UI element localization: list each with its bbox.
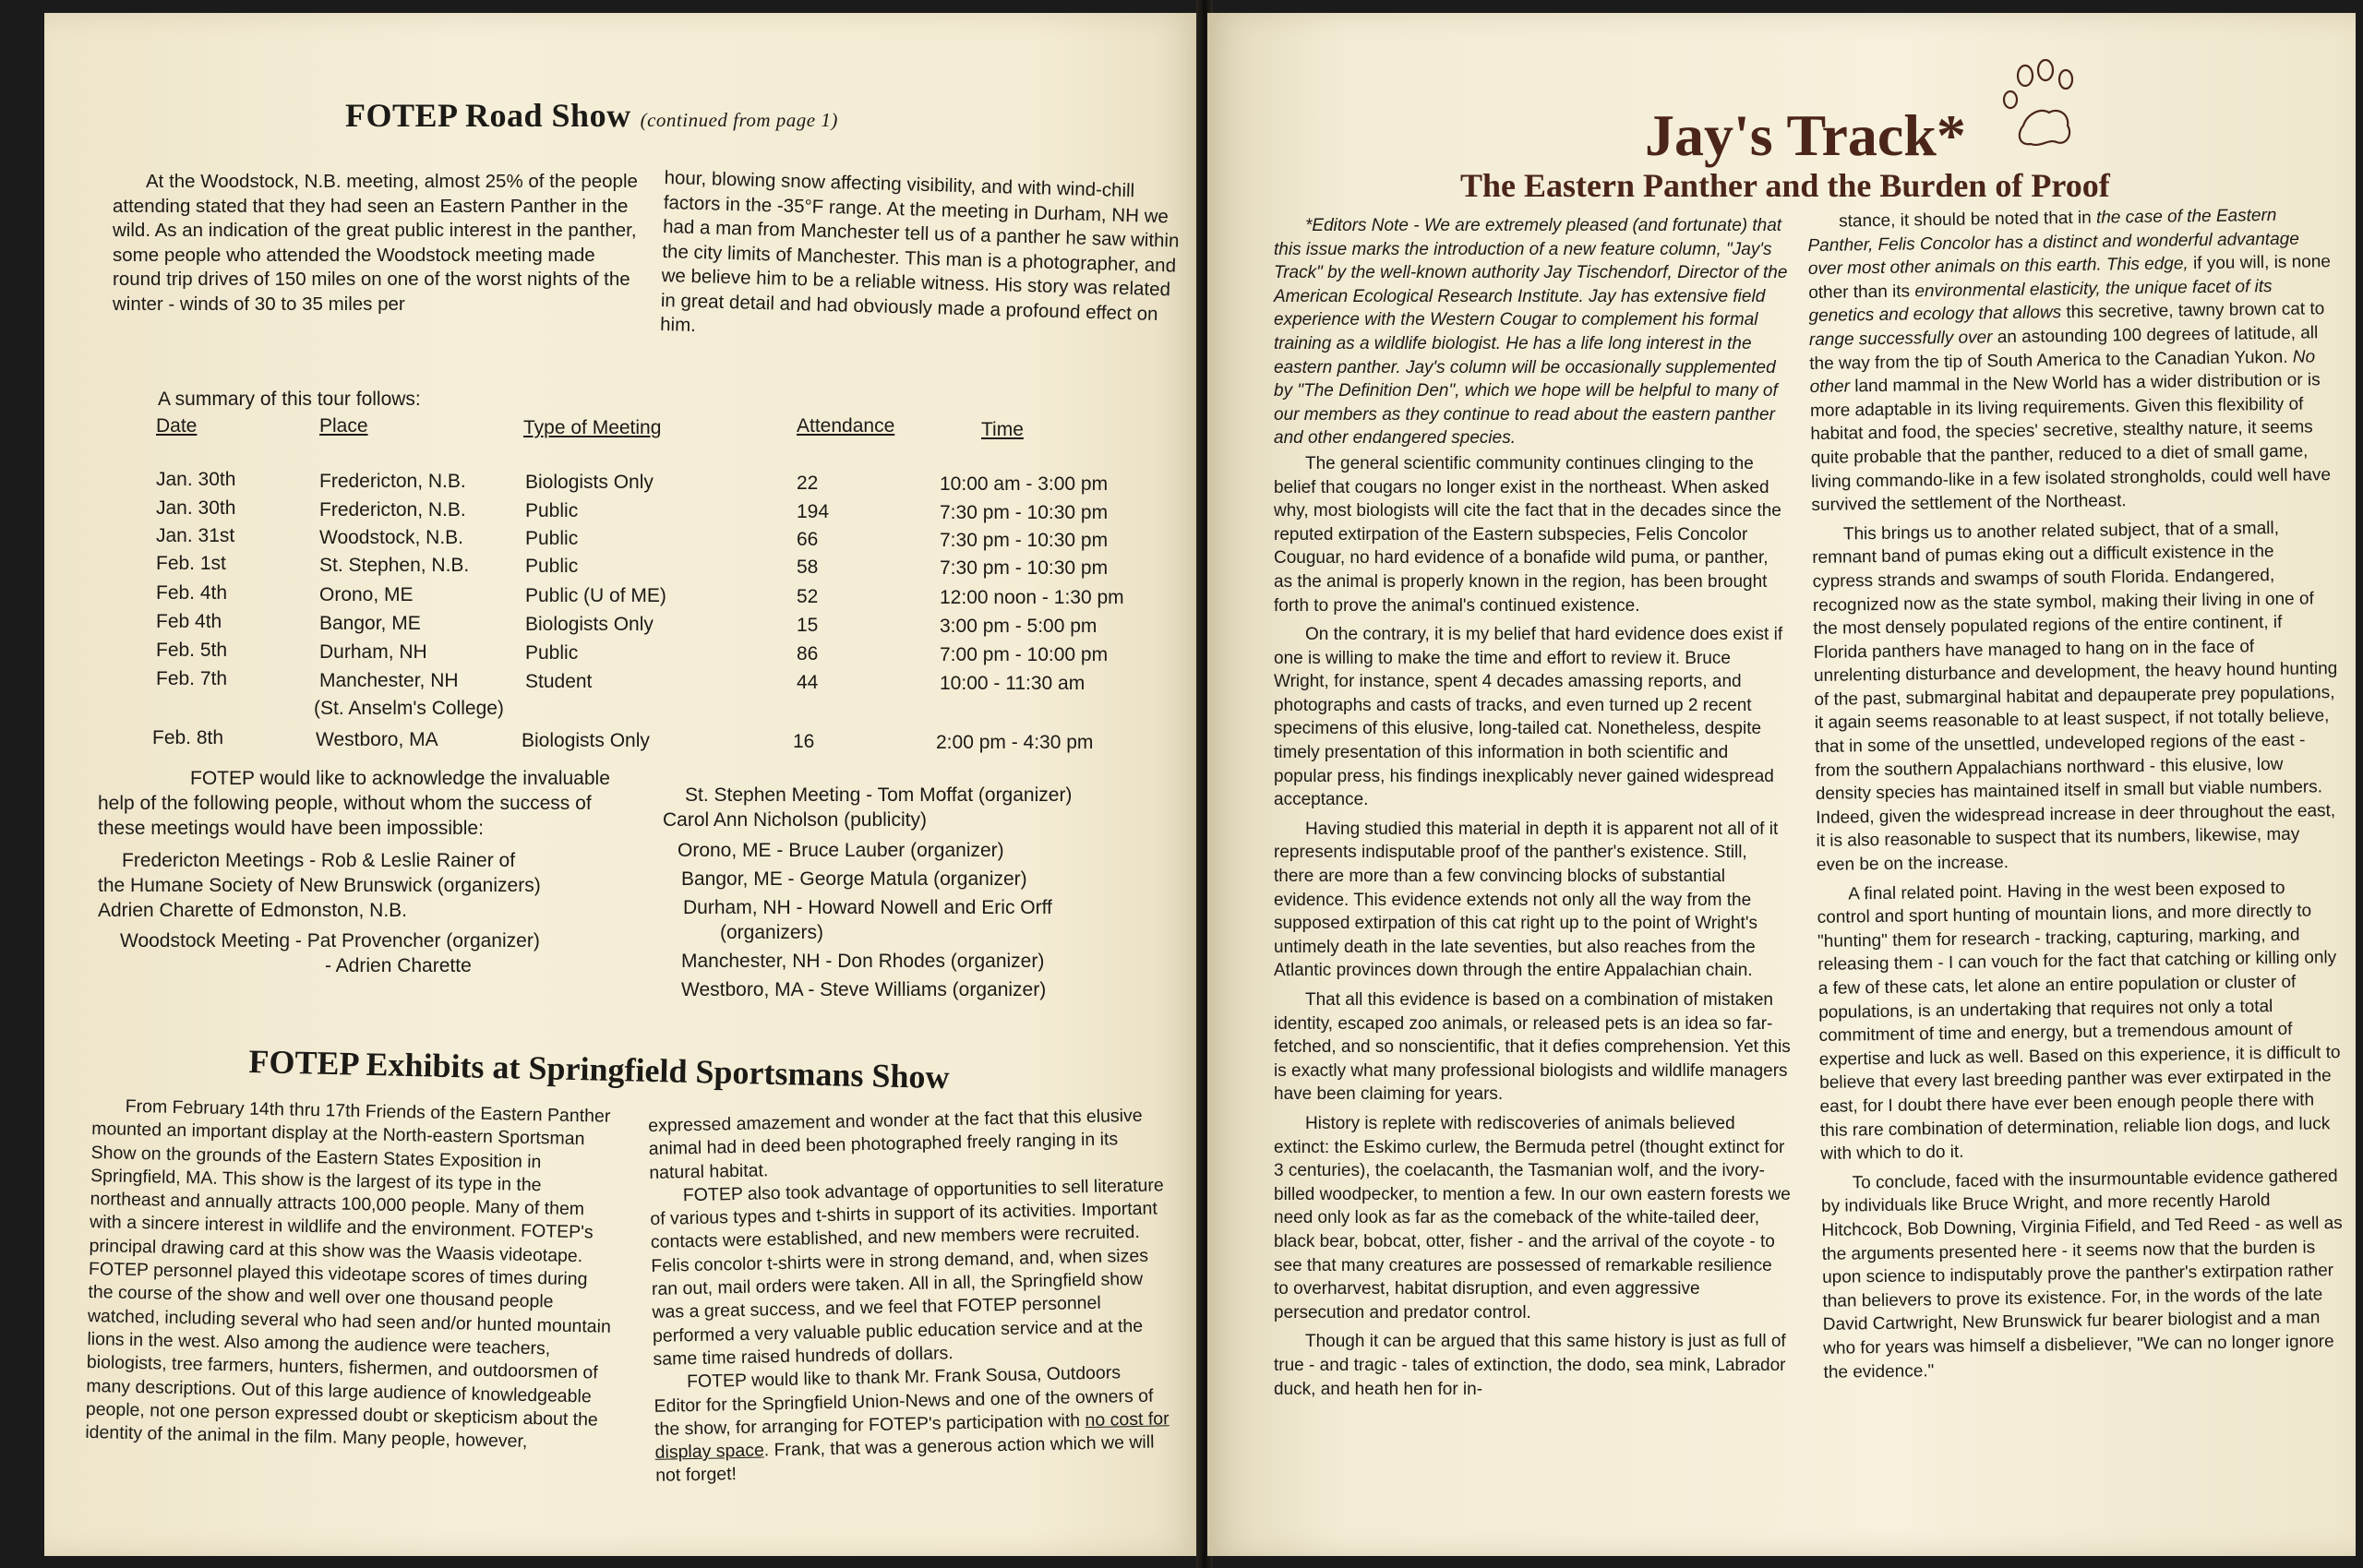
- tour-table-cell: Feb. 5th: [156, 640, 228, 661]
- tour-table-header: [156, 415, 1125, 441]
- ack-right-line: Westboro, MA - Steve Williams (organizer): [681, 979, 1047, 1000]
- jays-track-column-1: [1274, 214, 1791, 1401]
- exhibits-heading: FOTEP Exhibits at Springfield Sportsmans Show: [248, 1042, 950, 1096]
- tour-table-cell: Biologists Only: [525, 614, 654, 635]
- italic-run: range successfully over: [1808, 328, 1993, 350]
- tour-summary-intro: A summary of this tour follows:: [158, 389, 421, 410]
- tour-table-row: [44, 553, 1189, 579]
- italic-run: environmental elasticity, the unique facet of its genetics and ecology that allows: [1808, 276, 2273, 327]
- tour-table-cell: 58: [797, 557, 819, 578]
- ack-right-line: (organizers): [720, 922, 824, 943]
- exhibits-column-1: [85, 1095, 620, 1455]
- tour-table-cell: Manchester, NH: [319, 670, 459, 691]
- right-page: [1207, 13, 2356, 1556]
- tour-table-cell: 15: [797, 615, 819, 636]
- tour-table-cell: 194: [797, 501, 830, 522]
- ack-right-line: Bangor, ME - George Matula (organizer): [681, 868, 1027, 890]
- tour-table-cell: Westboro, MA: [316, 729, 438, 750]
- exhibits-paragraph-2: expressed amazement and wonder at the fact that this elusive animal had in deed been photographed freely ranging in its natural habitat.: [648, 1105, 1143, 1183]
- italic-run: the case of the Eastern Panther, Felis Concolor has a distinct and wonderful advantage over most other animals on this earth. This edge,: [1807, 205, 2299, 280]
- tour-table-cell: St. Stephen, N.B.: [319, 555, 470, 576]
- left-page: [44, 13, 1200, 1556]
- roadshow-paragraph-2: hour, blowing snow affecting visibility, and with wind-chill factors in the -35°F range. At the meeting in Durham, NH we had a man from Manchester tell us of a panther he saw within the city limits of Manchester. This man is a photographer, and we believe him to be a reliable witness. His story was related in great detail and had obviously made a profound effect on him.: [659, 166, 1180, 337]
- tour-table-row: [44, 525, 1189, 551]
- article-paragraph: That all this evidence is based on a combination of mistaken identity, escaped zoo animals, or released pets is an idea so far-fetched, and so nonscientific, that it defies comprehension. Yet this is exactly what many professional biologists and wildlife managers have been claiming for years.: [1274, 990, 1791, 1105]
- ack-left-line: the Humane Society of New Brunswick (organizers): [98, 875, 541, 896]
- tour-table-cell: Public (U of ME): [525, 585, 666, 606]
- article-paragraph: To conclude, faced with the insurmountable evidence gathered by individuals like Bruce Wright, and more recently Harold Hitchcock, Bob Downing, Virginia Fifield, and Ted Reed - as well as the arguments presented here - it seems now that the burden is upon science to indisputably prove the panther's extirpation rather than believers to prove its existence. For, in the words of the late David Cartwright, New Brunswick fur bearer biologist and a man who for years was himself a disbeliever, "We can no longer ignore the evidence.": [1820, 1166, 2343, 1382]
- ack-left-line: Fredericton Meetings - Rob & Leslie Rainer of: [122, 850, 516, 871]
- exhibits-column-2: [648, 1104, 1172, 1488]
- ack-left-line: - Adrien Charette: [325, 955, 472, 976]
- tour-table-cell: 52: [797, 586, 819, 607]
- exhibits-paragraph-4: [654, 1360, 1173, 1488]
- exhibits-paragraph-3: FOTEP also took advantage of opportunities to sell literature of various types and t-shirts in support of its activities. Important contacts were established, and new members were recruited. Felis concolor t-shirts were in strong demand, and, when sizes ran out, mail orders were taken. All in all, the Springfield show was a great success, and we feel that FOTEP personnel performed a very valuable public education service and at the same time raised hundreds of dollars.: [650, 1175, 1164, 1370]
- article-paragraph: [1807, 203, 2336, 518]
- tour-table-cell: Feb. 1st: [156, 553, 226, 574]
- acknowledgement-left: [98, 766, 633, 978]
- article-paragraph: Having studied this material in depth it is apparent not all of it represents indisputable proof of the panther's existence. Still, there are more than a few convincing blocks of substantial evidence. This evidence extends not only all the way from the supposed extirpation of this cat right up to the point of Wright's untimely death in the late seventies, but also reaches from the Atlantic provinces down through the entire Appalachian chain.: [1274, 819, 1779, 981]
- tour-table-cell: Public: [525, 528, 579, 549]
- roadshow-column-2: [660, 166, 1182, 352]
- text-run: an astounding 100 degrees of latitude, all the way from the tip of South America to the Canadian Yukon.: [1809, 323, 2319, 374]
- editors-note: *Editors Note - We are extremely pleased (and fortunate) that this issue marks the introduction of a new feature column, "Jay's Track" by the well-known authority Jay Tischendorf, Director of the American Ecological Research Institute. Jay has extensive field experience with the Western Cougar to complement his formal training as a wildlife biologist. He has a life long interest in the eastern panther. Jay's column will be occasionally supplemented by "The Definition Den", which we hope will be helpful to many of our members as they continue to read about the eastern panther and other endangered species.: [1274, 216, 1788, 449]
- ack-right-line: Orono, ME - Bruce Lauber (organizer): [678, 840, 1004, 861]
- acknowledgement-right: [654, 783, 1170, 1002]
- tour-table-cell: 7:30 pm - 10:30 pm: [940, 530, 1109, 551]
- roadshow-column-1: [113, 170, 648, 317]
- header-date: Date: [156, 415, 198, 437]
- tour-table-cell: (St. Anselm's College): [314, 698, 504, 719]
- tour-table-cell: Feb. 7th: [156, 668, 228, 689]
- tour-table-cell: Jan. 30th: [156, 497, 236, 519]
- tour-table-cell: 16: [793, 731, 815, 752]
- ack-right-line: St. Stephen Meeting - Tom Moffat (organizer): [685, 784, 1073, 806]
- ack-intro: FOTEP would like to acknowledge the invaluable help of the following people, without whom the success of these meetings would have been impossible:: [98, 768, 610, 839]
- tour-table-cell: 2:00 pm - 4:30 pm: [936, 732, 1094, 753]
- tour-table-cell: Public: [525, 642, 579, 664]
- article-paragraph: A final related point. Having in the west been exposed to control and sport hunting of mountain lions, and more directly to "hunting" them for research - tracking, capturing, marking, and releasing them - I can vouch for the fact that catching or killing only a few of these cats, let alone an entire population or cluster of populations, is an undertaking that requires not only a total commitment of time and energy, but a tremendous amount of expertise and luck as well. Based on this experience, it is difficult to believe that every last breeding panther was ever extirpated in the east, for I doubt there have ever been enough people there with this rare combination of determination, reliable lion dogs, and luck with which to do it.: [1817, 878, 2341, 1165]
- tour-table-cell: Biologists Only: [522, 730, 650, 751]
- tour-table-cell: 12:00 noon - 1:30 pm: [940, 587, 1124, 608]
- article-paragraph: On the contrary, it is my belief that hard evidence does exist if one is willing to make the time and effort to review it. Bruce Wright, for instance, spent 4 decades amassing reports, and photographs and casts of tracks, and even turned up 2 recent specimens of this elusive, long-tailed cat. Nonetheless, despite timely presentation of this information in both scientific and popular press, his findings inexplicably never gained widespread acceptance.: [1274, 625, 1783, 810]
- tour-table-cell: 7:30 pm - 10:30 pm: [940, 502, 1109, 523]
- jays-track-column-2: [1807, 203, 2348, 1384]
- tour-table-cell: Biologists Only: [525, 472, 654, 493]
- text-run: land mammal in the New World has a wider distribution or is more adaptable in its living requirements. Given this flexibility of habitat and food, the species' secretive, stealthy nature, it seems quite probable that the panther, reduced to a diet of small game, living commando-like in a few isolated strongholds, could well have survived the settlement of the Northeast.: [1809, 370, 2332, 516]
- article-paragraph: History is replete with rediscoveries of animals believed extinct: the Eskimo curlew, the Bermuda petrel (thought extinct for 3 centuries), the coelacanth, the Tasmanian wolf, and the ivory-billed woodpecker, to mention a few. In our own eastern forests we need only look as far as the comeback of the white-tailed deer, black bear, bobcat, otter, fisher - and the arrival of the coyote - to see that many creatures are possessed of remarkable resilience to overharvest, habitat disruption, and even aggressive persecution and predator control.: [1274, 1113, 1791, 1323]
- ack-right-line: Carol Ann Nicholson (publicity): [663, 809, 927, 831]
- article-paragraph: This brings us to another related subject, that of a small, remnant band of pumas eking out a difficult existence in the cypress strands and swamps of south Florida. Endangered, recognized now as the state symbol, making their living in one of the most densely populated regions of the entire continent, if Florida panthers have managed to hang on in the face of unrelenting disturbance and development, the heavy hound hunting of the past, submarginal habitat and depauperate prey populations, it again seems reasonable to at least suspect, if not totally believe, that in some of the unsettled, undeveloped regions of the east - from the southern Appalachians northward - this elusive, low density species has maintained itself in small but viable numbers. Indeed, given the widespread increase in deer throughout the east, it is also reasonable to suspect that its numbers, likewise, may even be on the increase.: [1812, 518, 2338, 875]
- exhibits-paragraph-1: From February 14th thru 17th Friends of the Eastern Panther mounted an important display at the North-eastern Sportsman Show on the grounds of the Eastern States Exposition in Springfield, MA. This show is the largest of its type in the northeast and annually attracts 100,000 people. Many of them with a sincere interest in wildlife and the environment. FOTEP's principal drawing card at this show was the Waasis videotape. FOTEP personnel played this videotape scores of times during the course of the show and well over one thousand people watched, including several who had seen and/or hunted mountain lions in the west. Also among the audience were teachers, biologists, tree farmers, hunters, fishermen, and outdoorsmen of many descriptions. Out of this large audience of knowledgeable people, not one person expressed doubt or skepticism about the identity of the animal in the film. Many people, however,: [85, 1095, 612, 1453]
- thanks-text-a: FOTEP would like to thank Mr. Frank Sousa, Outdoors Editor for the Springfield Union-News and one of the owners of the show, for arranging for FOTEP's participation with: [654, 1362, 1154, 1440]
- article-paragraph: Though it can be argued that this same history is just as full of true - and tragic - tales of extinction, the dodo, sea mink, Labrador duck, and heath hen for in-: [1274, 1332, 1786, 1399]
- tour-table-cell: Orono, ME: [319, 584, 414, 605]
- tour-table-cell: Feb 4th: [156, 611, 222, 632]
- header-type: Type of Meeting: [523, 417, 662, 438]
- tour-table-cell: Feb. 8th: [152, 727, 224, 748]
- tour-table-cell: Woodstock, N.B.: [319, 527, 464, 548]
- thanks-text-b: . Frank, that was a generous action which we will not forget!: [654, 1431, 1155, 1487]
- tour-table-cell: 86: [797, 643, 819, 664]
- tour-table-cell: 7:30 pm - 10:30 pm: [940, 557, 1109, 579]
- header-attendance: Attendance: [797, 415, 895, 437]
- tour-table-cell: Bangor, ME: [319, 613, 421, 634]
- tour-table-cell: 7:00 pm - 10:00 pm: [940, 644, 1109, 665]
- tour-table-cell: Feb. 4th: [156, 582, 228, 604]
- paw-print-icon: [1992, 59, 2093, 161]
- ack-right-line: Manchester, NH - Don Rhodes (organizer): [681, 951, 1045, 972]
- tour-table-cell: Public: [525, 556, 579, 577]
- tour-table-cell: Jan. 31st: [156, 525, 235, 546]
- tour-table-cell: 44: [797, 672, 819, 693]
- roadshow-title: FOTEP Road Show: [345, 97, 631, 134]
- ack-right-line: Durham, NH - Howard Nowell and Eric Orff: [683, 897, 1052, 918]
- text-run: stance, it should be noted that in: [1839, 208, 2097, 232]
- tour-table-cell: Student: [525, 671, 593, 692]
- jays-track-subtitle: The Eastern Panther and the Burden of Proof: [1460, 167, 2110, 204]
- tour-table-cell: Public: [525, 500, 579, 521]
- tour-table-row: [44, 640, 1189, 665]
- tour-table-row: [44, 696, 1189, 722]
- text-run: this secretive, tawny brown cat to: [2060, 299, 2325, 323]
- ack-left-line: Woodstock Meeting - Pat Provencher (organizer): [120, 930, 540, 952]
- roadshow-paragraph-1: At the Woodstock, N.B. meeting, almost 25% of the people attending stated that they had seen an Eastern Panther in the wild. As an indication of the great public interest in the panther, some people who attended the Woodstock meeting made round trip drives of 150 miles on one of the worst nights of the winter - winds of 30 to 35 miles per: [113, 171, 638, 315]
- tour-table-row: [44, 497, 1189, 523]
- jays-track-title: Jay's Track*: [1645, 102, 1966, 168]
- tour-table-cell: Durham, NH: [319, 641, 427, 663]
- article-paragraph: The general scientific community continues clinging to the belief that cougars no longer exist in the northeast. When asked why, most biologists will cite the fact that in the decades since the reputed extirpation of the Eastern subspecies, Felis Concolor Couguar, no hard evidence of a bonafide wild puma, or panther, as the animal is properly known in the region, has been brought forth to prove the animal's continued existence.: [1274, 453, 1781, 616]
- roadshow-continued-note: (continued from page 1): [640, 109, 838, 131]
- no-cost-underlined: no cost for display space: [654, 1408, 1170, 1464]
- tour-table-row: [44, 611, 1189, 637]
- header-place: Place: [319, 415, 368, 437]
- tour-table-row: [44, 727, 1189, 753]
- italic-run: No other: [1809, 346, 2316, 398]
- roadshow-heading: [345, 96, 838, 135]
- header-time: Time: [981, 419, 1024, 440]
- tour-table-cell: Jan. 30th: [156, 469, 236, 490]
- tour-table-cell: 66: [797, 529, 819, 550]
- tour-table-cell: Fredericton, N.B.: [319, 471, 466, 492]
- tour-table-cell: 10:00 am - 3:00 pm: [940, 473, 1109, 495]
- ack-left-line: Adrien Charette of Edmonston, N.B.: [98, 900, 408, 921]
- text-run: if you will, is none other than its: [1808, 252, 2332, 303]
- tour-table-row: [44, 469, 1189, 495]
- tour-table-row: [44, 668, 1189, 694]
- tour-table-row: [44, 582, 1189, 608]
- tour-table-cell: 3:00 pm - 5:00 pm: [940, 616, 1098, 637]
- tour-table-cell: 22: [797, 473, 819, 494]
- tour-table-cell: Fredericton, N.B.: [319, 499, 466, 521]
- tour-table-cell: 10:00 - 11:30 am: [940, 673, 1086, 694]
